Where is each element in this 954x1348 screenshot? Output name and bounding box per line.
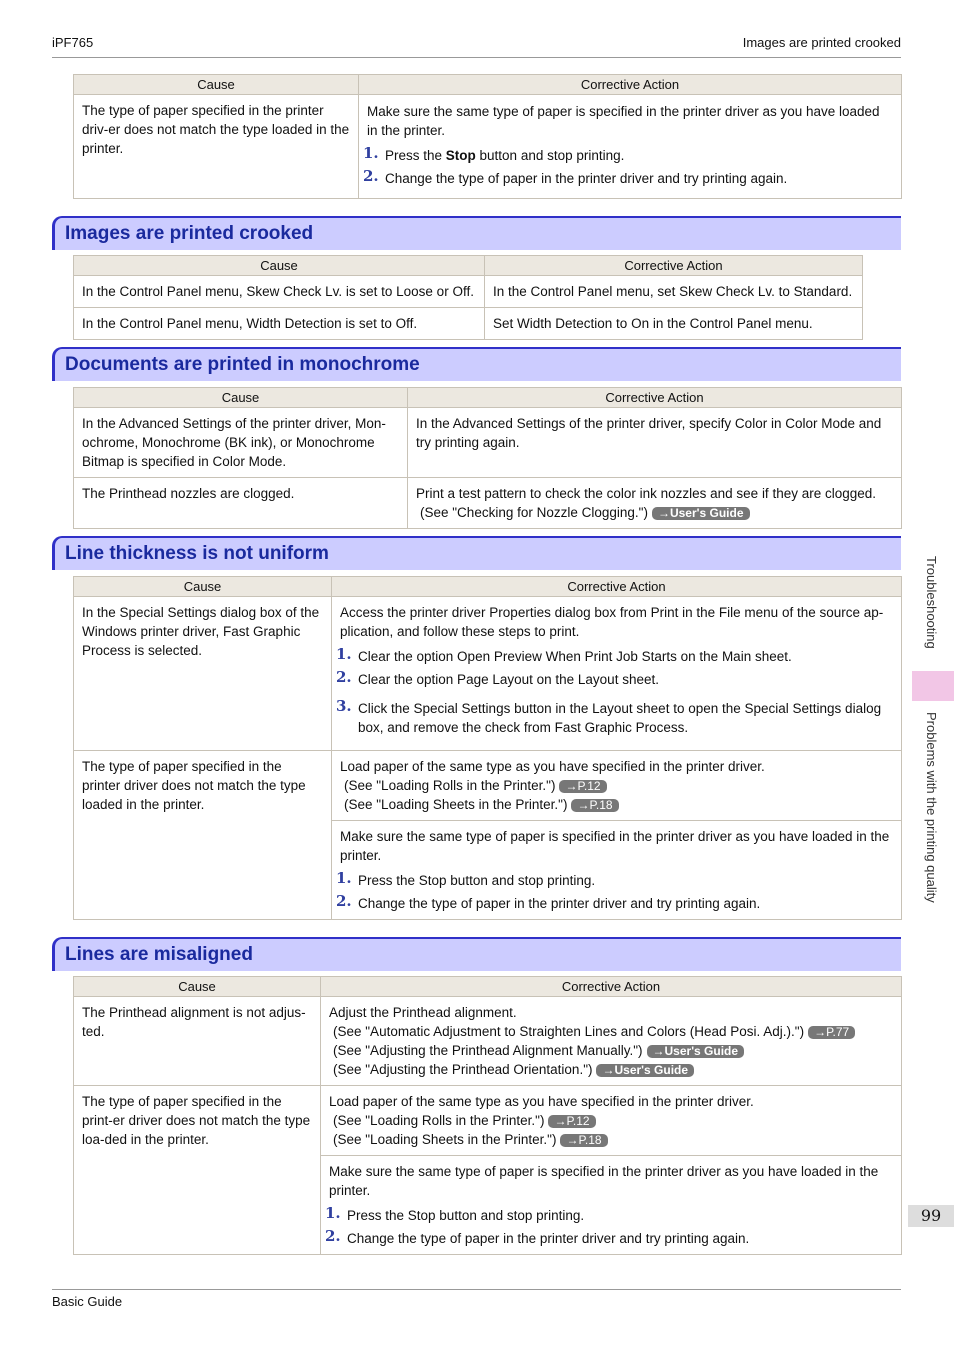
footer-divider <box>52 1289 901 1290</box>
action-cell: In the Advanced Settings of the printer driver, specify Color in Color Mode and try printing again. <box>408 408 902 478</box>
cause-cell: In the Control Panel menu, Skew Check Lv. is set to Loose or Off. <box>74 276 485 308</box>
header-product: iPF765 <box>52 35 94 50</box>
col-cause: Cause <box>74 256 485 276</box>
page-link[interactable]: →P.77 <box>808 1026 855 1039</box>
action-cell: Make sure the same type of paper is specified in the printer driver as you have loaded in the printer. 1. Press the Stop button and stop printing. 2. Change the type of paper in the printer driver and try printing again. <box>321 1156 902 1255</box>
cause-cell: The Printhead nozzles are clogged. <box>74 478 408 529</box>
step-1: 1. Press the Stop button and stop printing. <box>325 1204 585 1223</box>
side-tab-marker <box>912 671 954 701</box>
cause-cell: The type of paper specified in the print-er driver does not match the type loa-ded in the printer. <box>74 1086 321 1255</box>
side-tab-troubleshooting[interactable]: Troubleshooting <box>924 556 939 649</box>
users-guide-link[interactable]: →User's Guide <box>652 507 750 520</box>
step-3: 3. Click the Special Settings button in the Layout sheet to open the Special Settings dialog box, and remove the check from Fast Graphic Process. <box>336 697 882 735</box>
users-guide-link[interactable]: →User's Guide <box>647 1045 745 1058</box>
action-cell: Make sure the same type of paper is specified in the printer driver as you have loaded in the printer. 1. Press the Stop button and stop printing. 2. Change the type of paper in the printer driver and try printing again. <box>332 821 902 920</box>
paper-type-table <box>73 74 902 199</box>
section-heading-mono: Documents are printed in monochrome <box>52 347 901 381</box>
section-heading-thickness: Line thickness is not uniform <box>52 536 901 570</box>
action-cell: Load paper of the same type as you have specified in the printer driver. (See "Loading Rolls in the Printer.") →P.12 (See "Loading Sheets in the Printer.") →P.18 <box>332 751 902 821</box>
cause-cell: In the Control Panel menu, Width Detection is set to Off. <box>74 308 485 340</box>
action-cell <box>359 95 902 199</box>
misaligned-table <box>73 976 902 1255</box>
cause-cell: The Printhead alignment is not adjus-ted. <box>74 997 321 1086</box>
step-2: 2. Change the type of paper in the printer driver and try printing again. <box>363 167 788 186</box>
col-cause: Cause <box>74 577 332 597</box>
page-link[interactable]: →P.12 <box>548 1115 595 1128</box>
action-cell: Load paper of the same type as you have specified in the printer driver. (See "Loading Rolls in the Printer.") →P.12 (See "Loading Sheets in the Printer.") →P.18 <box>321 1086 902 1156</box>
section-heading-crooked: Images are printed crooked <box>52 216 901 250</box>
mono-table <box>73 387 902 529</box>
step-1: 1. Press the Stop button and stop printing. <box>336 869 596 888</box>
action-cell: In the Control Panel menu, set Skew Check Lv. to Standard. <box>485 276 863 308</box>
col-action: Corrective Action <box>332 577 902 597</box>
page-link[interactable]: →P.18 <box>571 799 618 812</box>
step-1: 1. Clear the option Open Preview When Print Job Starts on the Main sheet. <box>336 645 792 664</box>
action-intro: Make sure the same type of paper is specified in the printer driver as you have loaded in the printer. <box>367 104 880 138</box>
cause-cell: The type of paper specified in the printer driv-er does not match the type loaded in the printer. <box>74 95 359 199</box>
action-cell: Print a test pattern to check the color ink nozzles and see if they are clogged. (See "Checking for Nozzle Clogging.") →User's Guide <box>408 478 902 529</box>
side-tab-problems[interactable]: Problems with the printing quality <box>924 712 939 903</box>
action-cell: Adjust the Printhead alignment. (See "Automatic Adjustment to Straighten Lines and Colors (Head Posi. Adj.).") →P.77 (See "Adjusting the Printhead Alignment Manually.") →User's Guide (See "Adjusting the Printhead Orientation.") →User's Guide <box>321 997 902 1086</box>
col-action: Corrective Action <box>408 388 902 408</box>
page-link[interactable]: →P.12 <box>559 780 606 793</box>
col-cause: Cause <box>74 388 408 408</box>
users-guide-link[interactable]: →User's Guide <box>596 1064 694 1077</box>
col-action: Corrective Action <box>485 256 863 276</box>
thickness-table <box>73 576 902 920</box>
cause-cell: The type of paper specified in the printer driver does not match the type loaded in the printer. <box>74 751 332 920</box>
step-1: 1. Press the Stop button and stop printing. <box>363 144 625 163</box>
cause-cell: In the Special Settings dialog box of the Windows printer driver, Fast Graphic Process is selected. <box>74 597 332 751</box>
col-cause: Cause <box>74 75 359 95</box>
col-action: Corrective Action <box>359 75 902 95</box>
crooked-table <box>73 255 863 340</box>
action-cell: Access the printer driver Properties dialog box from Print in the File menu of the source ap-plication, and follow these steps to print. 1. Clear the option Open Preview When Print Job Starts on the Main sheet. 2. Clear the option Page Layout on the Layout sheet. 3. Click the Special Settings button in the Layout sheet to open the Special Settings dialog box, and remove the check from Fast Graphic Process. <box>332 597 902 751</box>
col-cause: Cause <box>74 977 321 997</box>
page-number: 99 <box>908 1205 954 1227</box>
step-2: 2. Clear the option Page Layout on the Layout sheet. <box>336 668 659 687</box>
footer-guide-name: Basic Guide <box>52 1294 123 1309</box>
step-2: 2. Change the type of paper in the printer driver and try printing again. <box>325 1227 750 1246</box>
cause-cell: In the Advanced Settings of the printer driver, Mon-ochrome, Monochrome (BK ink), or Monochrome Bitmap is specified in Color Mode. <box>74 408 408 478</box>
section-heading-misaligned: Lines are misaligned <box>52 937 901 971</box>
step-2: 2. Change the type of paper in the printer driver and try printing again. <box>336 892 761 911</box>
header-section-title: Images are printed crooked <box>742 35 901 50</box>
header-divider <box>52 57 901 58</box>
col-action: Corrective Action <box>321 977 902 997</box>
action-cell: Set Width Detection to On in the Control Panel menu. <box>485 308 863 340</box>
page-link[interactable]: →P.18 <box>560 1134 607 1147</box>
